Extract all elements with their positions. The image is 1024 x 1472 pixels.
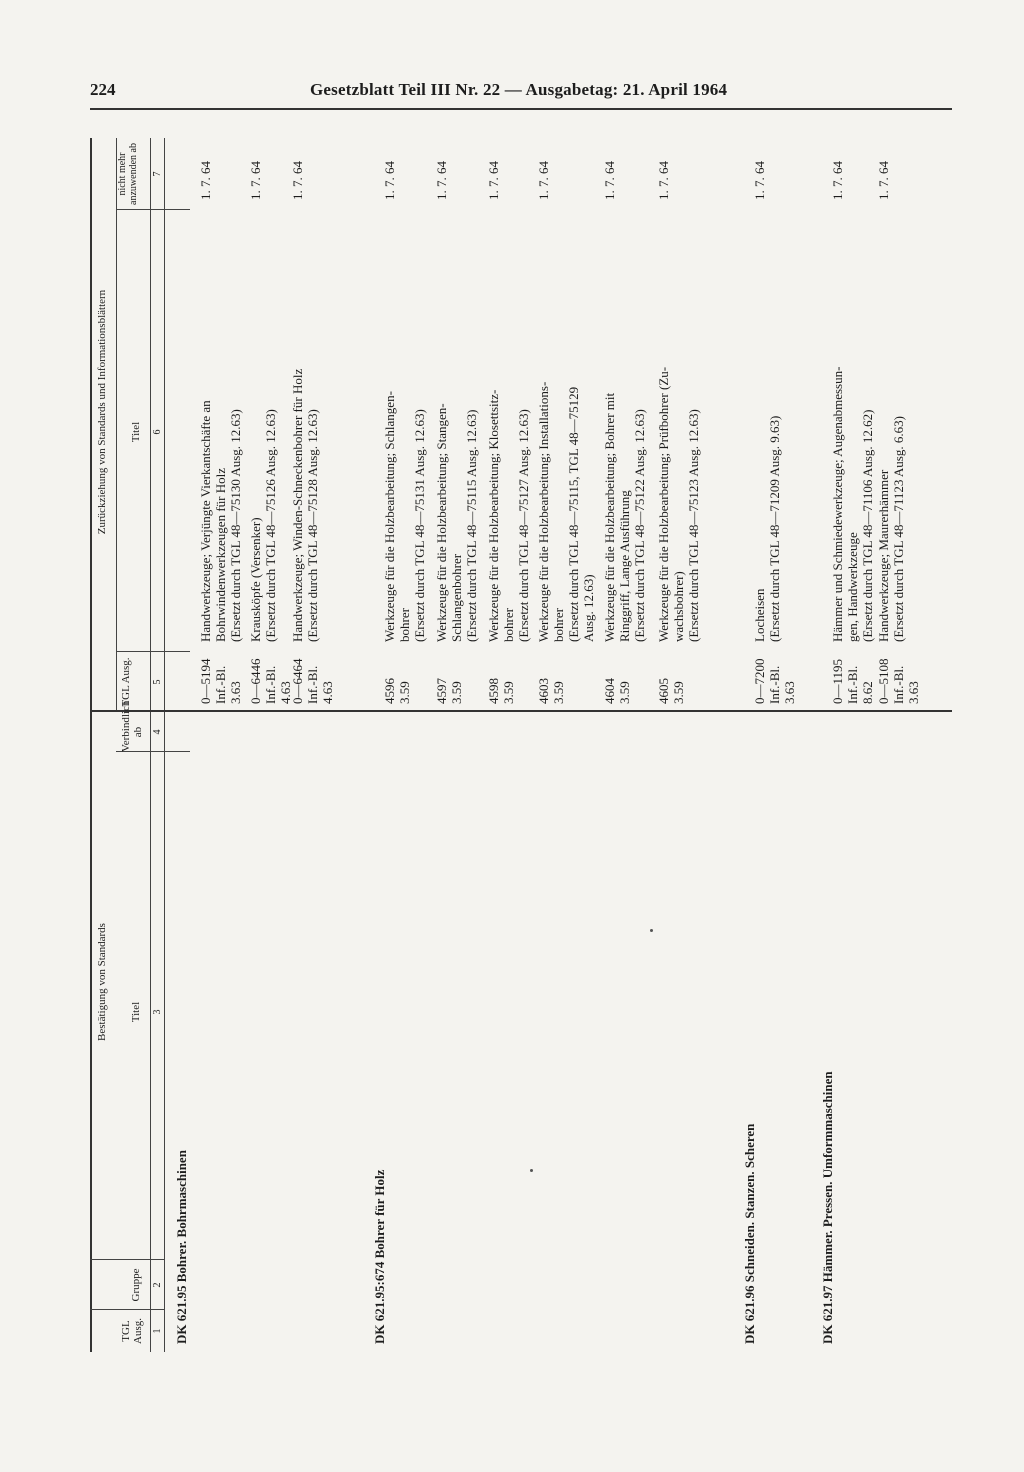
section-heading: DK 621.97 Hämmer. Pressen. Umformmaschinen: [820, 1071, 835, 1344]
title-line: Werkzeuge für die Holzbearbeitung; Schlangen-: [382, 391, 397, 642]
col-num-7: 7: [152, 171, 163, 177]
title-line: (Ersetzt durch TGL 48—75131 Ausg. 12.63): [412, 409, 427, 642]
col-num-4: 4: [152, 729, 163, 735]
header-bottom-line: [150, 138, 151, 1352]
section-heading: DK 621.95:674 Bohrer für Holz: [372, 1169, 387, 1344]
title-line: (Ersetzt durch TGL 48—71106 Ausg. 12.62): [860, 409, 875, 642]
title-cell: [434, 202, 479, 642]
tgl-code-cell: [536, 644, 566, 704]
title-line: Werkzeuge für die Holzbearbeitung; Installations-: [536, 381, 551, 642]
withdrawal-date-cell: 1. 7. 64: [602, 161, 617, 200]
title-line: Werkzeuge für die Holzbearbeitung; Klosettsitz-: [486, 389, 501, 642]
tgl-code-cell: [198, 644, 243, 704]
title-line: Handwerkzeuge; Verjüngte Vierkantschäfte an: [198, 400, 213, 642]
tgl-code-line: Inf.-Bl.: [767, 665, 782, 704]
title-line: (Ersetzt durch TGL 48—75126 Ausg. 12.63): [263, 409, 278, 642]
title-cell: [752, 202, 782, 642]
header-rule: [90, 108, 952, 110]
title-line: (Ersetzt durch TGL 48—75122 Ausg. 12.63): [632, 409, 647, 642]
col-num-3: 3: [152, 1009, 163, 1015]
tgl-code-line: 4596: [382, 678, 397, 704]
tgl-code-line: 4605: [656, 678, 671, 704]
withdrawal-date-cell: 1. 7. 64: [434, 161, 449, 200]
title-line: Krausköpfe (Versenker): [248, 517, 263, 642]
tgl-code-line: 3.59: [617, 681, 632, 704]
title-line: (Ersetzt durch TGL 48—75130 Ausg. 12.63): [228, 409, 243, 642]
title-cell: [830, 202, 875, 642]
title-line: wachsbohrer): [671, 571, 686, 642]
group-header-confirmation: Bestätigung von Standards: [96, 923, 108, 1041]
tgl-code-line: 8.62: [860, 681, 875, 704]
tgl-code-line: 4604: [602, 678, 617, 704]
title-line: (Ersetzt durch TGL 48—75115 Ausg. 12.63): [464, 409, 479, 642]
tgl-code-line: 4.63: [320, 681, 335, 704]
withdrawal-date-cell: 1. 7. 64: [290, 161, 305, 200]
tgl-code-line: 3.63: [782, 681, 797, 704]
tgl-code-line: 4603: [536, 678, 551, 704]
title-cell: [248, 202, 278, 642]
tgl-code-line: 0—7200: [752, 658, 767, 704]
title-cell: [602, 202, 647, 642]
withdrawal-date-cell: 1. 7. 64: [536, 161, 551, 200]
tgl-code-line: 0—5194: [198, 658, 213, 704]
tgl-code-line: 0—6464: [290, 658, 305, 704]
tgl-code-line: 4.63: [278, 681, 293, 704]
tgl-code-cell: [382, 644, 412, 704]
title-cell: [656, 202, 701, 642]
tgl-code-cell: [876, 644, 921, 704]
colnum-bottom-line: [164, 138, 165, 1352]
title-cell: [486, 202, 531, 642]
col-header-5: TGL Ausg.: [120, 657, 132, 707]
col-header-3: Titel: [130, 1001, 142, 1023]
title-line: (Ersetzt durch TGL 48—75127 Ausg. 12.63): [516, 409, 531, 642]
title-line: (Ersetzt durch TGL 48—75128 Ausg. 12.63): [305, 409, 320, 642]
tgl-code-line: 3.63: [906, 681, 921, 704]
tgl-code-line: 4597: [434, 678, 449, 704]
col-num-5: 5: [152, 679, 163, 685]
col-num-2: 2: [152, 1282, 163, 1288]
tgl-code-cell: [830, 644, 875, 704]
tgl-code-line: 3.63: [228, 681, 243, 704]
tgl-code-line: 3.59: [551, 681, 566, 704]
title-line: Handwerkzeuge; Maurerhämmer: [876, 469, 891, 642]
col-header-2: Gruppe: [130, 1268, 142, 1302]
withdrawal-date-cell: 1. 7. 64: [382, 161, 397, 200]
col-header-7: nicht mehr anzuwenden ab: [117, 143, 139, 205]
title-line: (Ersetzt durch TGL 48—71209 Ausg. 9.63): [767, 415, 782, 642]
rotated-table: [90, 138, 952, 1352]
tgl-code-line: Inf.-Bl.: [305, 665, 320, 704]
title-cell: [876, 202, 906, 642]
title-line: Bohrwindenwerkzeugen für Holz: [213, 468, 228, 642]
withdrawal-date-cell: 1. 7. 64: [248, 161, 263, 200]
title-line: gen, Handwerkzeuge: [845, 532, 860, 642]
col-header-1: TGL Ausg.: [120, 1318, 144, 1344]
tgl-code-line: 3.59: [449, 681, 464, 704]
tgl-code-cell: [290, 644, 335, 704]
tgl-code-line: 0—5108: [876, 658, 891, 704]
withdrawal-date-cell: 1. 7. 64: [830, 161, 845, 200]
tgl-code-line: Inf.-Bl.: [845, 665, 860, 704]
title-cell: [536, 202, 596, 642]
title-line: bohrer: [551, 608, 566, 642]
withdrawal-date-cell: 1. 7. 64: [752, 161, 767, 200]
title-line: Werkzeuge für die Holzbearbeitung; Stangen-: [434, 403, 449, 642]
title-line: Handwerkzeuge; Winden-Schneckenbohrer für Holz: [290, 368, 305, 642]
header-group-divider: [116, 138, 117, 712]
withdrawal-date-cell: 1. 7. 64: [656, 161, 671, 200]
section-heading: DK 621.95 Bohrer. Bohrmaschinen: [174, 1150, 189, 1344]
tgl-code-line: 4598: [486, 678, 501, 704]
title-cell: [290, 202, 320, 642]
col-num-6: 6: [152, 429, 163, 435]
withdrawal-date-cell: 1. 7. 64: [486, 161, 501, 200]
tgl-code-cell: [486, 644, 516, 704]
col-num-1: 1: [152, 1328, 163, 1334]
col-header-4: Verbindlich ab: [120, 700, 144, 752]
title-cell: [198, 202, 243, 642]
title-line: Ausg. 12.63): [581, 574, 596, 642]
section-heading: DK 621.96 Schneiden. Stanzen. Scheren: [742, 1123, 757, 1344]
tgl-code-cell: [248, 644, 293, 704]
title-line: Werkzeuge für die Holzbearbeitung; Bohrer mit: [602, 392, 617, 642]
print-speck: [530, 1169, 533, 1172]
title-line: Schlangenbohrer: [449, 553, 464, 642]
page-header-title: Gesetzblatt Teil III Nr. 22 — Ausgabetag: 21. April 1964: [310, 80, 728, 99]
tgl-code-line: 3.59: [671, 681, 686, 704]
title-line: Werkzeuge für die Holzbearbeitung; Prüfbohrer (Zu-: [656, 366, 671, 642]
table-top-border: [90, 138, 92, 1352]
page-number: 224: [90, 80, 116, 99]
title-line: Locheisen: [752, 588, 767, 642]
tgl-code-line: 3.59: [501, 681, 516, 704]
group-header-withdrawal: Zurückziehung von Standards und Informationsblättern: [96, 289, 108, 535]
title-line: bohrer: [397, 608, 412, 642]
tgl-code-cell: [434, 644, 464, 704]
tgl-code-line: 0—1195: [830, 658, 845, 704]
withdrawal-date-cell: 1. 7. 64: [876, 161, 891, 200]
col-header-6: Titel: [130, 421, 142, 443]
tgl-code-cell: [602, 644, 632, 704]
tgl-code-cell: [656, 644, 686, 704]
title-cell: [382, 202, 427, 642]
tgl-code-cell: [752, 644, 797, 704]
title-line: (Ersetzt durch TGL 48—75123 Ausg. 12.63): [686, 409, 701, 642]
title-line: bohrer: [501, 608, 516, 642]
title-line: Ringgriff, Lange Ausführung: [617, 490, 632, 642]
withdrawal-date-cell: 1. 7. 64: [198, 161, 213, 200]
tgl-code-line: Inf.-Bl.: [263, 665, 278, 704]
title-line: (Ersetzt durch TGL 48—71123 Ausg. 6.63): [891, 416, 906, 642]
tgl-code-line: Inf.-Bl.: [891, 665, 906, 704]
print-speck: [650, 929, 653, 932]
tgl-code-line: 0—6446: [248, 658, 263, 704]
tgl-code-line: Inf.-Bl.: [213, 665, 228, 704]
title-line: (Ersetzt durch TGL 48—75115, TGL 48—75129: [566, 386, 581, 642]
title-line: Hämmer und Schmiedewerkzeuge; Augenabmessun-: [830, 366, 845, 642]
col-sep-main: [90, 710, 952, 712]
tgl-code-line: 3.59: [397, 681, 412, 704]
